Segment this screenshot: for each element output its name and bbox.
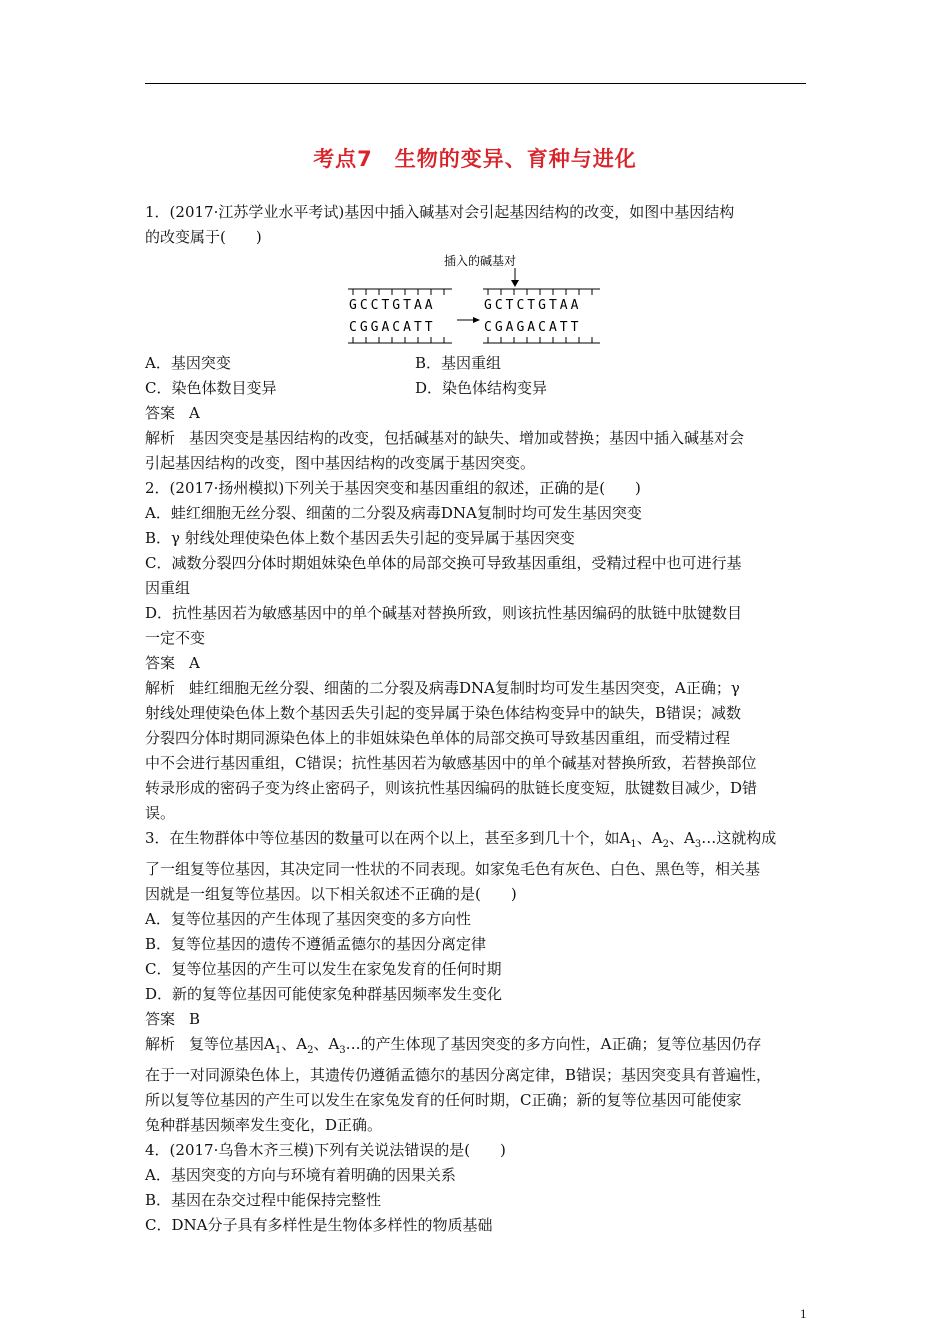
answer-label: 答案 <box>145 1010 176 1028</box>
subscript: 2 <box>307 1045 314 1056</box>
subscript: 3 <box>339 1045 346 1056</box>
header-rule <box>145 83 806 84</box>
transform-arrow-head <box>473 317 480 323</box>
q2-analysis-line: 中不会进行基因重组，C错误；抗性基因若为敏感基因中的单个碱基对替换所致，若替换部位 <box>145 754 757 772</box>
text-run: …这就构成 <box>701 829 777 847</box>
right-top-ticks <box>488 289 592 295</box>
q3-stem-line: 因就是一组复等位基因。以下相关叙述不正确的是( ) <box>145 885 517 903</box>
q3-analysis-line: 兔种群基因频率发生变化，D正确。 <box>145 1116 383 1134</box>
q2-answer <box>145 651 811 676</box>
question-1 <box>145 200 811 476</box>
right-top-sequence: GCTCTGTAA <box>484 298 582 313</box>
subscript: 1 <box>274 1045 282 1056</box>
analysis-text: 基因突变是基因结构的改变，包括碱基对的缺失、增加或替换；基因中插入碱基对会 <box>189 429 745 447</box>
q2-stem: 2．(2017·扬州模拟)下列关于基因突变和基因重组的叙述，正确的是( ) <box>145 479 641 497</box>
answer-value: B <box>189 1010 201 1028</box>
q2-option-d-cont: 一定不变 <box>145 629 206 647</box>
text-run: 、A <box>313 1035 340 1053</box>
answer-value: A <box>189 654 200 672</box>
q2-option-c-cont: 因重组 <box>145 579 191 597</box>
text-run: 、A <box>668 829 695 847</box>
q2-option-a: A．蛙红细胞无丝分裂、细菌的二分裂及病毒DNA复制时均可发生基因突变 <box>145 504 642 522</box>
q3-stem-line: 了一组复等位基因，其决定同一性状的不同表现。如家兔毛色有灰色、白色、黑色等，相关基 <box>145 860 761 878</box>
q2-option-c: C．减数分裂四分体时期姐妹染色单体的局部交换可导致基因重组，受精过程中也可进行基 <box>145 554 742 572</box>
text-run: 3．在生物群体中等位基因的数量可以在两个以上，甚至多到几十个，如A <box>145 829 631 847</box>
left-bottom-ticks <box>353 337 444 343</box>
question-2 <box>145 476 811 826</box>
q3-stem-line <box>145 826 811 857</box>
q2-analysis-line: 射线处理使染色体上数个基因丢失引起的变异属于染色体结构变异中的缺失，B错误；减数 <box>145 704 742 722</box>
q1-options-row <box>145 376 811 401</box>
q3-option-a: A．复等位基因的产生体现了基因突变的多方向性 <box>145 910 471 928</box>
gene-insertion-svg <box>145 253 811 349</box>
q4-option-a: A．基因突变的方向与环境有着明确的因果关系 <box>145 1166 456 1184</box>
q2-analysis-line: 误。 <box>145 804 176 822</box>
answer-value: A <box>189 404 200 422</box>
right-bottom-sequence: CGAGACATT <box>484 320 582 335</box>
answer-label: 答案 <box>145 654 176 672</box>
insertion-label: 插入的碱基对 <box>443 254 517 268</box>
q4-option-c: C．DNA分子具有多样性是生物体多样性的物质基础 <box>145 1216 493 1234</box>
document-body <box>145 200 811 1238</box>
q1-option-b: B．基因重组 <box>415 354 502 372</box>
left-top-sequence: GCCTGTAA <box>349 298 436 313</box>
text-run: 复等位基因A <box>189 1035 275 1053</box>
page-number: 1 <box>800 1306 807 1321</box>
right-bottom-ticks <box>488 337 592 343</box>
q1-stem-line: 的改变属于( ) <box>145 228 262 246</box>
q2-option-b: B．γ 射线处理使染色体上数个基因丢失引起的变异属于基因突变 <box>145 529 575 547</box>
text-run: 、A <box>281 1035 308 1053</box>
question-3 <box>145 826 811 1138</box>
question-4 <box>145 1138 811 1238</box>
q3-analysis-line: 在于一对同源染色体上，其遗传仍遵循孟德尔的基因分离定律，B错误；基因突变具有普遍性， <box>145 1066 772 1084</box>
q1-option-a: A．基因突变 <box>145 354 231 372</box>
q1-option-d: D．染色体结构变异 <box>415 379 548 397</box>
analysis-label: 解析 <box>145 1035 176 1053</box>
gene-insertion-diagram <box>145 253 811 349</box>
subscript: 1 <box>630 839 637 850</box>
page-title: 考点7 生物的变异、育种与进化 <box>313 147 637 171</box>
answer-label: 答案 <box>145 404 176 422</box>
q1-answer <box>145 401 811 426</box>
subscript: 2 <box>662 839 669 850</box>
analysis-label: 解析 <box>145 429 176 447</box>
q2-analysis-line: 转录形成的密码子变为终止密码子，则该抗性基因编码的肽链长度变短，肽键数目减少，D错 <box>145 779 758 797</box>
q3-analysis <box>145 1032 811 1063</box>
q3-option-c: C．复等位基因的产生可以发生在家兔发育的任何时期 <box>145 960 502 978</box>
q1-option-c: C．染色体数目变异 <box>145 379 277 397</box>
insertion-arrow-head <box>511 280 519 287</box>
q1-analysis-line: 引起基因结构的改变，图中基因结构的改变属于基因突变。 <box>145 454 536 472</box>
q3-answer <box>145 1007 811 1032</box>
q1-analysis <box>145 426 811 451</box>
left-top-ticks <box>353 289 444 295</box>
q2-option-d: D．抗性基因若为敏感基因中的单个碱基对替换所致，则该抗性基因编码的肽链中肽键数目 <box>145 604 743 622</box>
q1-stem-line: 1．(2017·江苏学业水平考试)基因中插入碱基对会引起基因结构的改变，如图中基因结构 <box>145 203 735 221</box>
q3-option-b: B．复等位基因的遗传不遵循孟德尔的基因分离定律 <box>145 935 487 953</box>
analysis-text: 蛙红细胞无丝分裂、细菌的二分裂及病毒DNA复制时均可发生基因突变，A正确；γ <box>189 679 740 697</box>
q1-options-row <box>145 351 811 376</box>
q2-analysis <box>145 676 811 701</box>
text-run: …的产生体现了基因突变的多方向性，A正确；复等位基因仍存 <box>345 1035 762 1053</box>
q3-analysis-line: 所以复等位基因的产生可以发生在家兔发育的任何时期，C正确；新的复等位基因可能使家 <box>145 1091 742 1109</box>
analysis-label: 解析 <box>145 679 176 697</box>
subscript: 3 <box>694 839 702 850</box>
q3-option-d: D．新的复等位基因可能使家兔种群基因频率发生变化 <box>145 985 503 1003</box>
text-run: 、A <box>636 829 663 847</box>
q4-option-b: B．基因在杂交过程中能保持完整性 <box>145 1191 382 1209</box>
q4-stem: 4．(2017·乌鲁木齐三模)下列有关说法错误的是( ) <box>145 1141 506 1159</box>
q2-analysis-line: 分裂四分体时期同源染色体上的非姐妹染色单体的局部交换可导致基因重组，而受精过程 <box>145 729 731 747</box>
left-bottom-sequence: CGGACATT <box>349 320 436 335</box>
